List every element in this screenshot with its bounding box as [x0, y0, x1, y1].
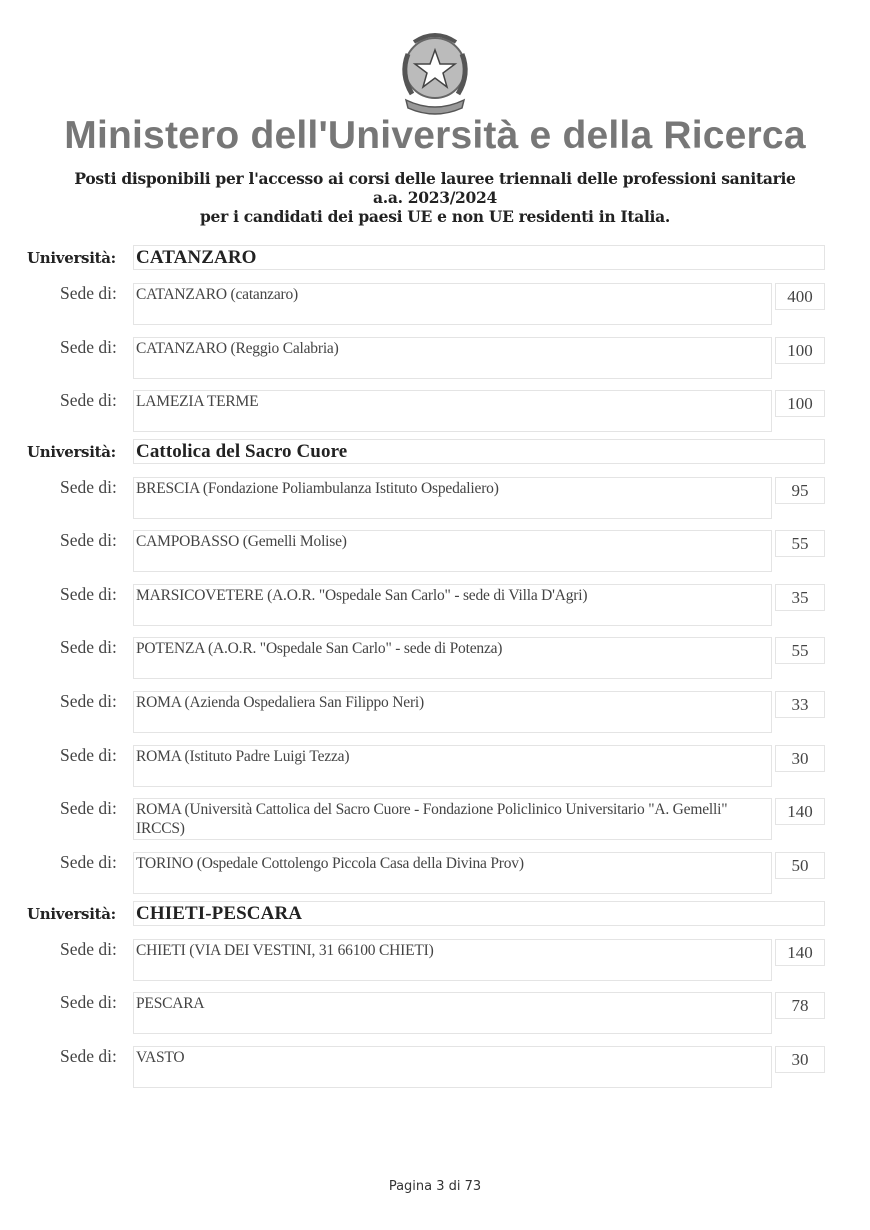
sede-name: POTENZA (A.O.R. "Ospedale San Carlo" - sede di Potenza) [133, 637, 772, 679]
sede-name: CAMPOBASSO (Gemelli Molise) [133, 530, 772, 572]
posti-count: 35 [775, 584, 825, 611]
sede-label: Sede di: [60, 852, 117, 872]
sede-name: ROMA (Università Cattolica del Sacro Cuore - Fondazione Policlinico Universitario "A. Gemelli" IRCCS) [133, 798, 772, 840]
sede-name: CHIETI (VIA DEI VESTINI, 31 66100 CHIETI) [133, 939, 772, 981]
university-row [0, 901, 870, 927]
sede-name: VASTO [133, 1046, 772, 1088]
sede-row [0, 337, 870, 381]
sede-name: ROMA (Istituto Padre Luigi Tezza) [133, 745, 772, 787]
sede-row [0, 1046, 870, 1090]
sede-row [0, 283, 870, 327]
sede-row [0, 530, 870, 574]
sede-name: CATANZARO (Reggio Calabria) [133, 337, 772, 379]
posti-count: 100 [775, 337, 825, 364]
posti-count: 140 [775, 939, 825, 966]
posti-count: 30 [775, 1046, 825, 1073]
sede-label: Sede di: [60, 798, 117, 818]
sede-row [0, 939, 870, 983]
sede-name: TORINO (Ospedale Cottolengo Piccola Casa della Divina Prov) [133, 852, 772, 894]
sede-label: Sede di: [60, 530, 117, 550]
sede-row [0, 745, 870, 789]
university-row [0, 245, 870, 271]
posti-count: 78 [775, 992, 825, 1019]
document-subtitle [0, 169, 870, 226]
sede-row [0, 691, 870, 735]
sede-row [0, 852, 870, 896]
posti-count: 95 [775, 477, 825, 504]
sede-row [0, 390, 870, 434]
ministry-title: Ministero dell'Università e della Ricerca [64, 114, 806, 157]
posti-count: 33 [775, 691, 825, 718]
subtitle-line: Posti disponibili per l'accesso ai corsi delle lauree triennali delle professioni sanitarie [74, 169, 796, 188]
university-label: Università: [27, 905, 116, 923]
sede-name: CATANZARO (catanzaro) [133, 283, 772, 325]
sede-row [0, 798, 870, 842]
sede-label: Sede di: [60, 283, 117, 303]
sede-label: Sede di: [60, 939, 117, 959]
sede-label: Sede di: [60, 477, 117, 497]
sede-row [0, 584, 870, 628]
posti-count: 50 [775, 852, 825, 879]
subtitle-line: per i candidati dei paesi UE e non UE residenti in Italia. [200, 207, 670, 226]
university-name: Cattolica del Sacro Cuore [133, 439, 825, 464]
sede-label: Sede di: [60, 992, 117, 1012]
sede-label: Sede di: [60, 584, 117, 604]
posti-count: 30 [775, 745, 825, 772]
sede-name: PESCARA [133, 992, 772, 1034]
posti-count: 140 [775, 798, 825, 825]
sede-name: LAMEZIA TERME [133, 390, 772, 432]
university-label: Università: [27, 249, 116, 267]
sede-label: Sede di: [60, 1046, 117, 1066]
university-name: CATANZARO [133, 245, 825, 270]
sede-row [0, 992, 870, 1036]
sede-label: Sede di: [60, 691, 117, 711]
posti-count: 100 [775, 390, 825, 417]
posti-count: 400 [775, 283, 825, 310]
sede-name: BRESCIA (Fondazione Poliambulanza Istituto Ospedaliero) [133, 477, 772, 519]
page-number: Pagina 3 di 73 [388, 1179, 482, 1194]
sede-label: Sede di: [60, 745, 117, 765]
sede-name: ROMA (Azienda Ospedaliera San Filippo Neri) [133, 691, 772, 733]
university-label: Università: [27, 443, 116, 461]
university-row [0, 439, 870, 465]
university-name: CHIETI-PESCARA [133, 901, 825, 926]
italian-republic-emblem-icon [392, 24, 478, 120]
posti-count: 55 [775, 637, 825, 664]
sede-name: MARSICOVETERE (A.O.R. "Ospedale San Carlo" - sede di Villa D'Agri) [133, 584, 772, 626]
subtitle-line: a.a. 2023/2024 [372, 188, 498, 207]
posti-count: 55 [775, 530, 825, 557]
sede-label: Sede di: [60, 390, 117, 410]
sede-label: Sede di: [60, 637, 117, 657]
sede-row [0, 477, 870, 521]
sede-row [0, 637, 870, 681]
sede-label: Sede di: [60, 337, 117, 357]
